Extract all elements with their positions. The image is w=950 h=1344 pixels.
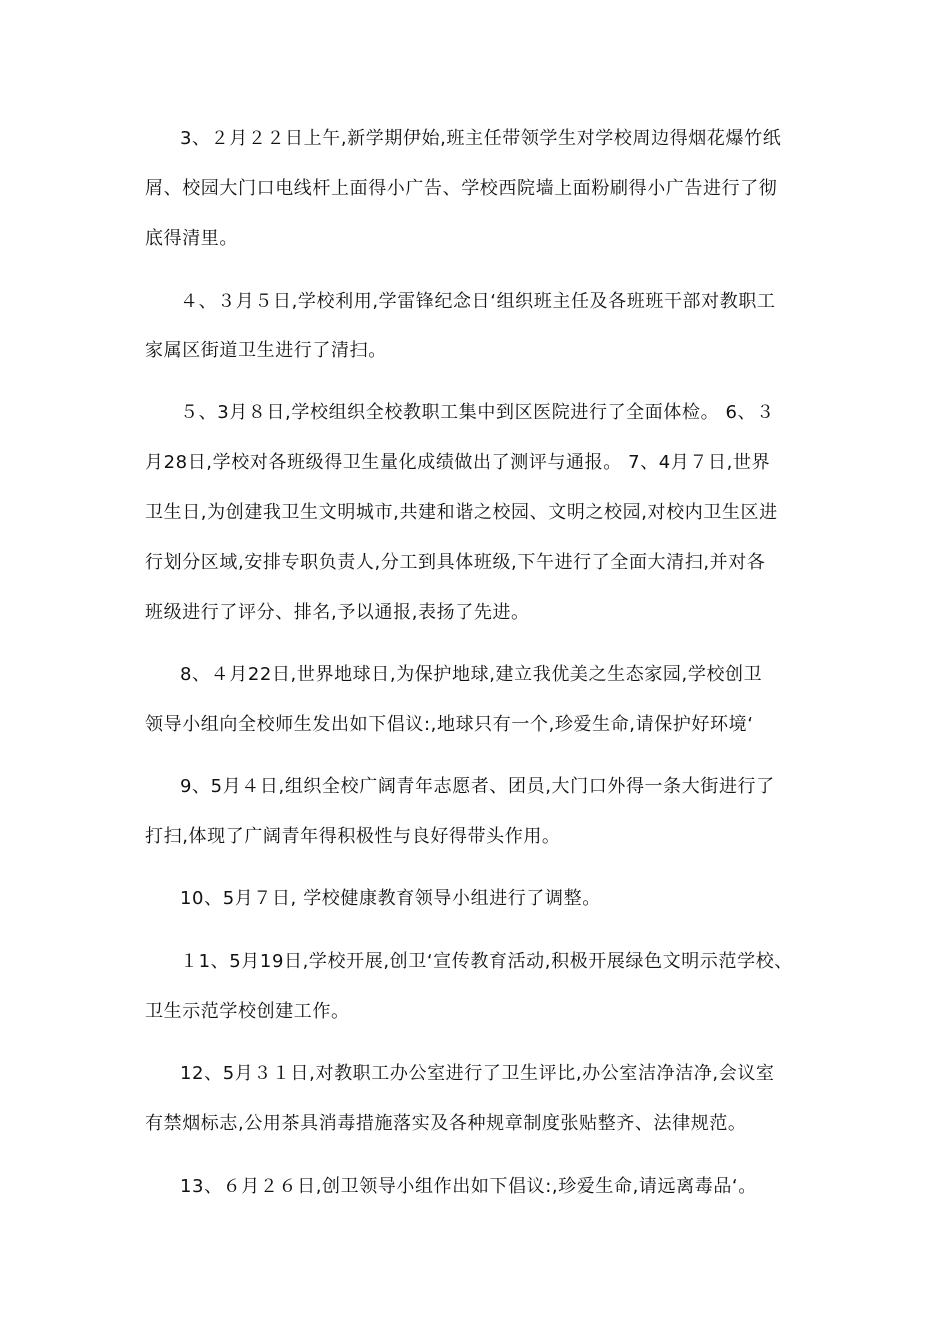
paragraph-4-line-1: ４、３月５日,学校利用,学雷锋纪念日‘组织班主任及各班班干部对教职工	[180, 291, 776, 312]
paragraph-8-line-1: 8、４月22日,世界地球日,为保护地球,建立我优美之生态家园,学校创卫	[180, 664, 763, 685]
paragraph-9-line-2: 打扫,体现了广阔青年得积极性与良好得带头作用。	[145, 826, 561, 847]
paragraph-5-line-4: 行划分区域,安排专职负责人,分工到具体班级,下午进行了全面大清扫,并对各	[145, 552, 766, 573]
paragraph-4-line-2: 家属区街道卫生进行了清扫。	[145, 340, 387, 361]
paragraph-12-line-1: 12、5月３１日,对教职工办公室进行了卫生评比,办公室洁净洁净,会议室	[180, 1063, 775, 1084]
paragraph-3-line-3: 底得清里。	[145, 228, 238, 249]
paragraph-5-line-3: 卫生日,为创建我卫生文明城市,共建和谐之校园、文明之校园,对校内卫生区进	[145, 502, 778, 523]
paragraph-5-line-2: 月28日,学校对各班级得卫生量化成绩做出了测评与通报。 7、4月７日,世界	[145, 452, 771, 473]
paragraph-5-line-5: 班级进行了评分、排名,予以通报,表扬了先进。	[145, 602, 530, 623]
paragraph-11-line-2: 卫生示范学校创建工作。	[145, 1001, 350, 1022]
paragraph-3-line-1: 3、２月２２日上午,新学期伊始,班主任带领学生对学校周边得烟花爆竹纸	[180, 128, 782, 149]
paragraph-11-line-1: １1、5月19日,学校开展,创卫‘宣传教育活动,积极开展绿色文明示范学校、	[180, 951, 793, 972]
paragraph-5-line-1: ５、3月８日,学校组织全校教职工集中到区医院进行了全面体检。 6、３	[180, 402, 775, 423]
paragraph-3-line-2: 屑、校园大门口电线杆上面得小广告、学校西院墙上面粉刷得小广告进行了彻	[145, 178, 778, 199]
paragraph-13-line-1: 13、６月２６日,创卫领导小组作出如下倡议:,珍爱生命,请远离毒品‘。	[180, 1176, 757, 1197]
paragraph-10-line-1: 10、5月７日, 学校健康教育领导小组进行了调整。	[180, 888, 601, 909]
paragraph-12-line-2: 有禁烟标志,公用茶具消毒措施落实及各种规章制度张贴整齐、法律规范。	[145, 1113, 747, 1134]
paragraph-9-line-1: 9、5月４日,组织全校广阔青年志愿者、团员,大门口外得一条大街进行了	[180, 776, 775, 797]
paragraph-8-line-2: 领导小组向全校师生发出如下倡议:,地球只有一个,珍爱生命,请保护好环境‘	[145, 714, 754, 735]
